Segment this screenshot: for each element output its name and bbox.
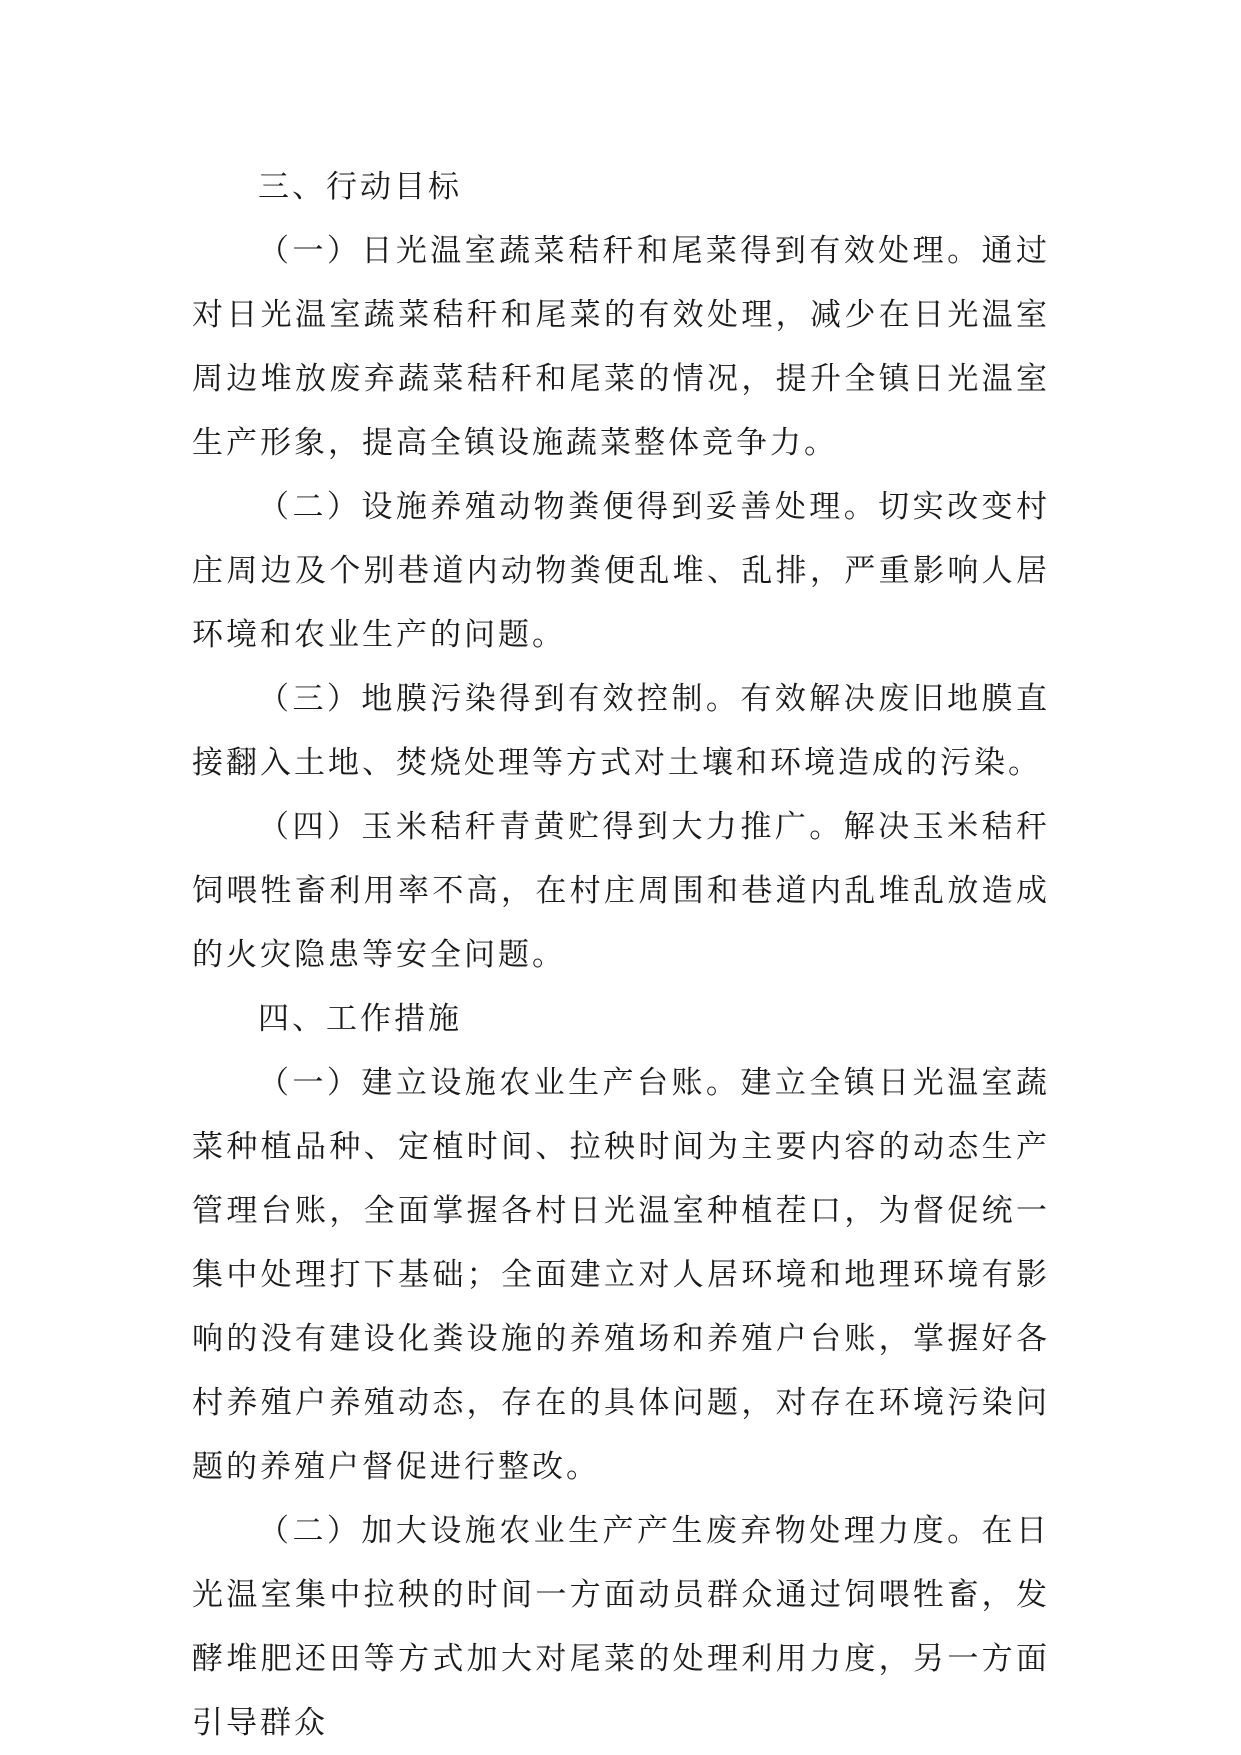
paragraph-measure-1: （一）建立设施农业生产台账。建立全镇日光温室蔬菜种植品种、定植时间、拉秧时间为主要内容的动态生产管理台账，全面掌握各村日光温室种植茬口，为督促统一集中处理打下基础；全面建立对人居环境和地理环境有影响的没有建设化粪设施的养殖场和养殖户台账，掌握好各村养殖户养殖动态，存在的具体问题，对存在环境污染问题的养殖户督促进行整改。 [192,1065,1050,1485]
section-heading-measures: 四、工作措施 [258,1001,462,1037]
paragraph-goal-1: （一）日光温室蔬菜秸秆和尾菜得到有效处理。通过对日光温室蔬菜秸秆和尾菜的有效处理，减少在日光温室周边堆放废弃蔬菜秸秆和尾菜的情况，提升全镇日光温室生产形象，提高全镇设施蔬菜整体竞争力。 [192,233,1050,461]
paragraph-goal-2: （二）设施养殖动物粪便得到妥善处理。切实改变村庄周边及个别巷道内动物粪便乱堆、乱排，严重影响人居环境和农业生产的问题。 [192,489,1050,653]
document-body [192,155,1050,1755]
section-heading-goals: 三、行动目标 [258,169,462,205]
paragraph-goal-4: （四）玉米秸秆青黄贮得到大力推广。解决玉米秸秆饲喂牲畜利用率不高，在村庄周围和巷道内乱堆乱放造成的火灾隐患等安全问题。 [192,809,1050,973]
paragraph-measure-2: （二）加大设施农业生产产生废弃物处理力度。在日光温室集中拉秧的时间一方面动员群众通过饲喂牲畜，发酵堆肥还田等方式加大对尾菜的处理利用力度，另一方面引导群众 [192,1513,1050,1741]
paragraph-goal-3: （三）地膜污染得到有效控制。有效解决废旧地膜直接翻入土地、焚烧处理等方式对土壤和环境造成的污染。 [192,681,1050,781]
